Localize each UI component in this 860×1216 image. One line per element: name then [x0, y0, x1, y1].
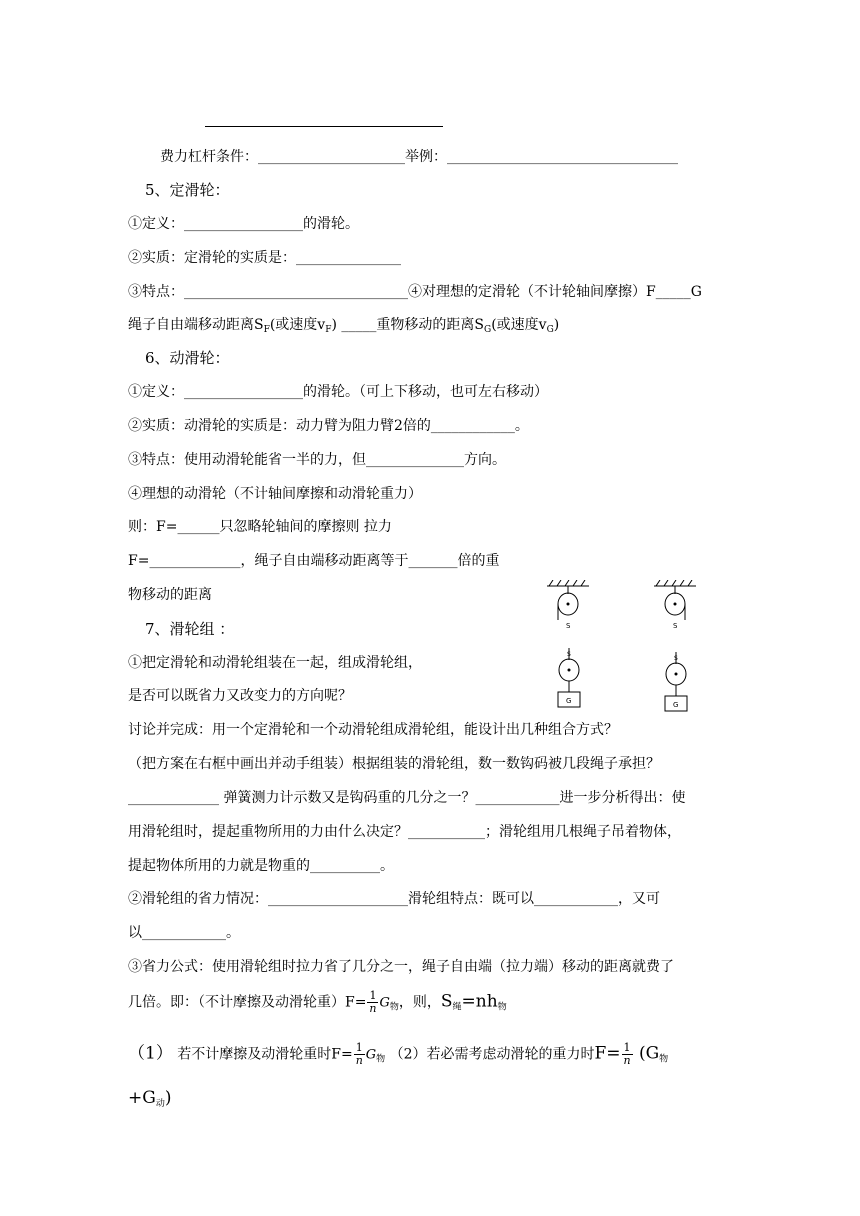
fraction: $\frac{1}{n}$: [623, 1041, 631, 1067]
text-line: 提起物体所用的力就是物重的__________。: [128, 858, 394, 874]
formula-line: 几倍。即：（不计摩擦及动滑轮重）F= $\frac{1}{n}$ $G_物$，则，$S_绳=nh_物$: [128, 989, 507, 1015]
fraction: $\frac{1}{n}$: [369, 989, 377, 1015]
text-line: 以____________。: [128, 925, 240, 941]
text-line: F=_____________，绳子自由端移动距离等于_______倍的重: [128, 553, 500, 569]
text-line: 则：F=______只忽略轮轴间的摩擦则 拉力: [128, 519, 392, 535]
text-line: （把方案在右框中画出并动手组装）根据组装的滑轮组，数一数钩码被几段绳子承担？: [128, 756, 660, 772]
text-line: ③特点：________________________________④对理想的定滑轮（不计轮轴间摩擦）F_____G: [128, 284, 702, 300]
fixed-pulley-diagram: [545, 580, 591, 632]
section-heading: 6、动滑轮：: [145, 349, 230, 367]
text-line: 是否可以既省力又改变力的方向呢？: [128, 688, 352, 704]
rope-end-label: S: [673, 622, 678, 630]
text-line: ①定义：_________________的滑轮。: [128, 216, 359, 232]
text-line: ④理想的动滑轮（不计轴间摩擦和动滑轮重力）: [128, 486, 422, 502]
section-heading: 7、滑轮组 ：: [145, 620, 235, 638]
text-line: ②实质：定滑轮的实质是：_______________: [128, 250, 401, 266]
fraction: $\frac{1}{n}$: [355, 1041, 363, 1067]
text-line: ②滑轮组的省力情况：____________________滑轮组特点：既可以____________，又可: [128, 891, 660, 907]
text-line: 用滑轮组时，提起重物所用的力由什么决定？___________；滑轮组用几根绳子吊着物体，: [128, 824, 681, 840]
text-line: ①定义：_________________的滑轮。（可上下移动，也可左右移动）: [128, 384, 548, 400]
text-line: ③特点：使用动滑轮能省一半的力，但______________方向。: [128, 452, 506, 468]
section-heading: 5、定滑轮：: [145, 181, 230, 199]
formula-line: $+G_动$): [128, 1088, 172, 1109]
text-line: _____________ 弹簧测力计示数又是钩码重的几分之一？____________进一步分析得出：使: [128, 790, 686, 806]
text-line: 费力杠杆条件：_____________________举例：_________________________________: [160, 149, 678, 165]
text-line: ③省力公式：使用滑轮组时拉力省了几分之一，绳子自由端（拉力端）移动的距离就费了: [128, 959, 674, 975]
text-line: 讨论并完成：用一个定滑轮和一个动滑轮组成滑轮组，能设计出几种组合方式？: [128, 722, 618, 738]
text-line: ①把定滑轮和动滑轮组装在一起，组成滑轮组，: [128, 655, 422, 671]
text-line: 物移动的距离: [128, 587, 212, 603]
movable-pulley-diagram: [659, 652, 693, 716]
text-line: ②实质：动滑轮的实质是：动力臂为阻力臂2倍的____________。: [128, 418, 529, 434]
movable-pulley-diagram: [552, 648, 586, 712]
text-line: 绳子自由端移动距离$S_F$(或速度$v_F$) _____重物移动的距离$S_G$(或速度$v_G$): [128, 317, 560, 335]
fixed-pulley-diagram: [652, 580, 698, 632]
blank-line-top: [205, 126, 443, 127]
weight-label: G: [566, 697, 572, 705]
rope-end-label: S: [674, 655, 678, 662]
weight-label: G: [673, 701, 679, 709]
formula-line: （1） 若不计摩擦及动滑轮重时F= $\frac{1}{n}$ $G_物$ （2）若必需考虑动滑轮的重力时F= $\frac{1}{n}$ ($G_物$: [128, 1041, 669, 1067]
rope-end-label: S: [566, 622, 571, 630]
rope-end-label: S: [567, 651, 571, 658]
